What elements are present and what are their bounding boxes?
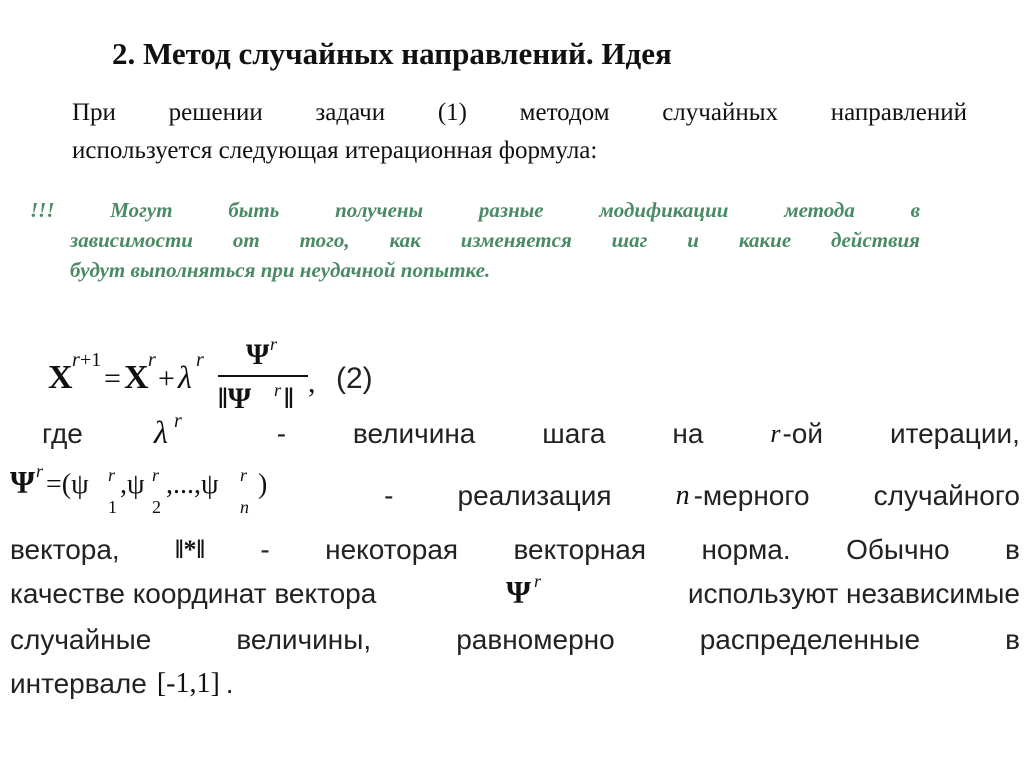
svg-text:r: r [173,410,182,432]
body-row-4 [10,572,1020,616]
body-row-5 [10,618,1020,662]
svg-text:X: X [124,359,149,396]
word-random-values: случайные [10,624,152,655]
note-line-1: !!! Могут быть получены разные модификации метода в [30,198,920,222]
svg-text:λ: λ [153,413,168,450]
svg-text:1: 1 [108,496,117,517]
word-some: некоторая [325,534,459,565]
svg-text:λ: λ [178,359,192,395]
svg-text:r: r [274,380,282,400]
svg-text:=: = [104,362,121,395]
word-random: случайного [873,480,1020,511]
svg-text:=(ψ: =(ψ [46,468,89,500]
word-distributed: распределенные [699,624,921,655]
word-on: на [672,418,704,449]
formula-number: (2) [336,362,373,395]
word-vector: вектора, [10,534,120,565]
word-step: шага [542,418,606,449]
svg-text:,...,ψ: ,...,ψ [166,468,219,500]
svg-text:X: X [48,359,73,396]
word-dash-1: - [276,418,287,449]
iter-index: r -ой [770,418,824,449]
svg-text:Ψ: Ψ [10,463,35,500]
word-in-1: в [1005,534,1020,565]
svg-text:2: 2 [152,496,161,517]
svg-text:r: r [240,464,248,485]
norm-symbol: ‖*‖ [175,535,205,564]
note-paragraph [30,195,920,285]
text-use-independent: используют независимые [687,578,1020,609]
svg-text:r: r [534,570,542,591]
svg-text:r: r [270,336,278,354]
svg-text:+: + [158,362,175,395]
interval-dot: . [225,668,234,699]
body-row-6 [10,662,1020,706]
svg-text:,: , [308,366,316,399]
word-dim: -мерного [693,480,810,511]
interval-range: [-1,1] [156,668,220,699]
svg-text:r: r [72,349,80,371]
svg-text:‖Ψ: ‖Ψ [218,382,252,415]
iteration-formula [46,336,466,421]
svg-text:‖: ‖ [284,382,294,415]
word-usually: Обычно [846,534,950,565]
iteration-formula-svg [46,336,466,421]
word-iteration: итерации, [889,418,1020,449]
word-uniform: равномерно [456,624,615,655]
word-iter-suffix: -ой [782,418,824,449]
svg-text:,ψ: ,ψ [120,468,145,500]
word-in-2: в [1005,624,1020,655]
psi-symbol-inline [500,571,564,618]
svg-text:r: r [36,462,44,481]
svg-text:r: r [196,349,204,371]
svg-text:r: r [152,464,160,485]
word-interval: интервале [10,668,147,699]
word-value: величина [352,418,476,449]
lambda-symbol [150,411,210,458]
svg-text:r: r [148,349,156,371]
word-realization: реализация [457,480,612,511]
svg-text:): ) [258,468,268,500]
intro-line-2: используется следующая итерационная формула: [72,137,598,164]
psi-vector-definition [10,463,320,530]
svg-text:+1: +1 [80,349,102,371]
note-line-3: будут выполняться при неудачной попытке. [70,258,491,282]
slide-title: 2. Метод случайных направлений. Идея [112,36,672,71]
text-coords: качестве координат вектора [10,578,377,609]
svg-text:Ψ: Ψ [506,573,532,610]
body-row-2 [10,462,1020,526]
intro-line-1: При решении задачи (1) методом случайных направлений [72,99,967,126]
svg-text:r: r [108,464,116,485]
svg-text:Ψ: Ψ [246,338,270,371]
word-dash-3: - [260,534,270,565]
body-row-3 [10,528,1020,572]
word-values: величины, [236,624,372,655]
word-norm: норма. [701,534,791,565]
note-line-2: зависимости от того, как изменяется шаг и какие действия [70,228,920,252]
body-row-1 [10,412,1020,456]
svg-text:n: n [240,496,249,517]
dim-index: n -мерного [675,480,810,511]
intro-paragraph [72,94,967,170]
word-vectornorm: векторная [513,534,647,565]
word-dash-2: - [384,480,394,511]
word-where: где [42,418,83,449]
